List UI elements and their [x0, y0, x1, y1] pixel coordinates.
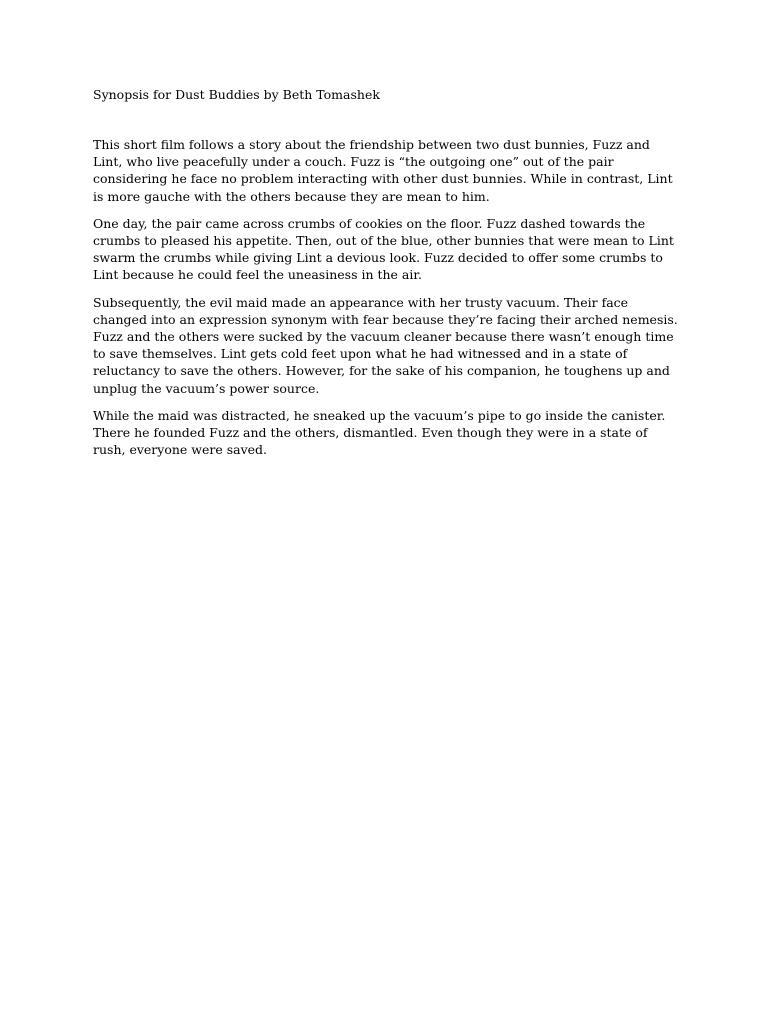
paragraph-1: This short film follows a story about the friendship between two dust bunnies, Fuzz and Lint, who live peacefully under a couch. Fuzz is “the outgoing one” out of the pair considering he face no problem interacting with other dust bunnies. While in contrast, Lint is more gauche with the others because they are mean to him. [93, 137, 673, 204]
document-body [93, 86, 683, 468]
paragraph-4: While the maid was distracted, he sneaked up the vacuum’s pipe to go inside the canister. There he founded Fuzz and the others, dismantled. Even though they were in a state of rush, everyone were saved. [93, 407, 666, 458]
paragraph-2: One day, the pair came across crumbs of cookies on the floor. Fuzz dashed towards the crumbs to pleased his appetite. Then, out of the blue, other bunnies that were mean to Lint swarm the crumbs while giving Lint a devious look. Fuzz decided to offer some crumbs to Lint because he could feel the uneasiness in the air. [93, 215, 674, 283]
document-title: Synopsis for Dust Buddies by Beth Tomashek [93, 87, 380, 102]
paragraph-3: Subsequently, the evil maid made an appearance with her trusty vacuum. Their face changed into an expression synonym with fear because they’re facing their arched nemesis. Fuzz and the others were sucked by the vacuum cleaner because there wasn’t enough time to save themselves. Lint gets cold feet upon what he had witnessed and in a state of reluctancy to save the others. However, for the sake of his companion, he toughens up and unplug the vacuum’s power source. [93, 294, 678, 396]
